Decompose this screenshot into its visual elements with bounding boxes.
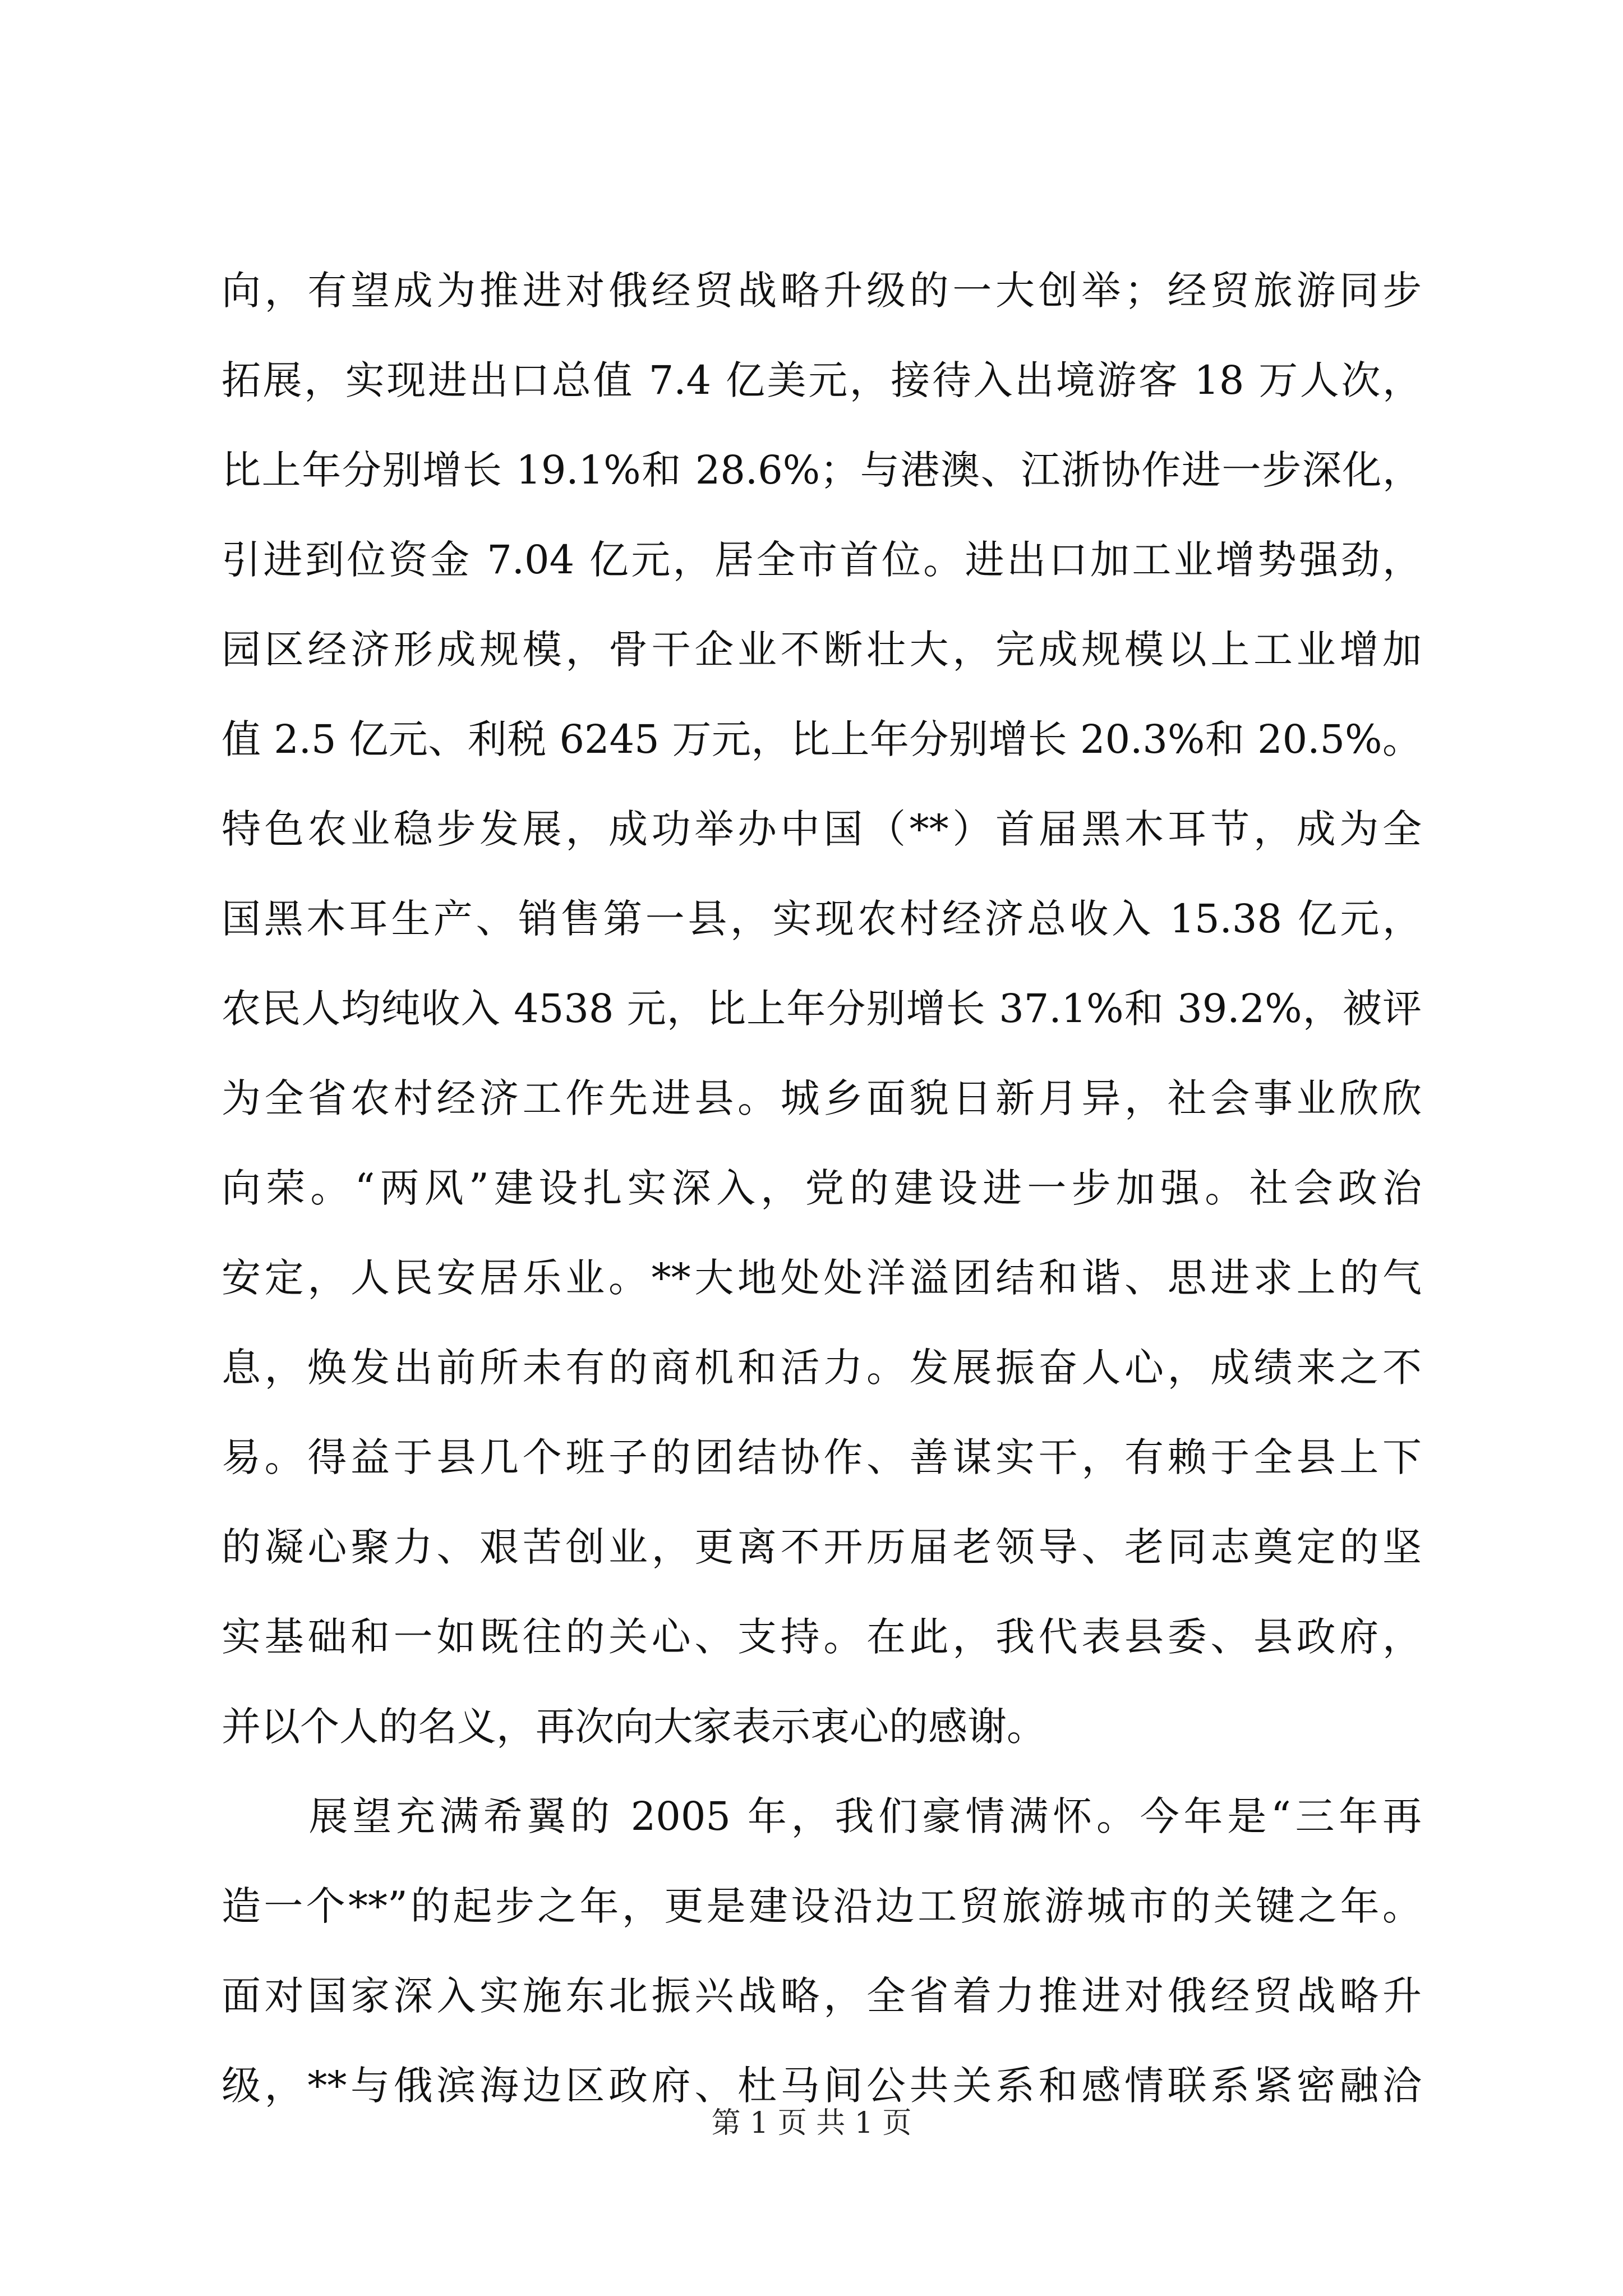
page-number-footer: 第 1 页 共 1 页: [711, 2106, 912, 2140]
text-line: 值 2.5 亿元、利税 6245 万元，比上年分别增长 20.3%和 20.5%。: [222, 716, 1422, 762]
text-line: 农民人均纯收入 4538 元，比上年分别增长 37.1%和 39.2%，被评: [222, 986, 1422, 1032]
text-line: 向荣。“两风”建设扎实深入，党的建设进一步加强。社会政治: [222, 1165, 1422, 1211]
text-line: 的凝心聚力、艰苦创业，更离不开历届老领导、老同志奠定的坚: [222, 1524, 1422, 1570]
text-line: 面对国家深入实施东北振兴战略，全省着力推进对俄经贸战略升: [222, 1973, 1422, 2019]
text-line: 安定，人民安居乐业。**大地处处洋溢团结和谐、思进求上的气: [222, 1255, 1422, 1301]
text-line: 级，**与俄滨海边区政府、杜马间公共关系和感情联系紧密融洽: [222, 2063, 1422, 2109]
text-line: 国黑木耳生产、销售第一县，实现农村经济总收入 15.38 亿元，: [222, 896, 1422, 942]
text-line: 向，有望成为推进对俄经贸战略升级的一大创举；经贸旅游同步: [222, 268, 1422, 314]
text-line: 造一个**”的起步之年，更是建设沿边工贸旅游城市的关键之年。: [222, 1883, 1422, 1929]
text-line: 园区经济形成规模，骨干企业不断壮大，完成规模以上工业增加: [222, 627, 1422, 673]
text-line: 为全省农村经济工作先进县。城乡面貌日新月异，社会事业欣欣: [222, 1075, 1422, 1121]
text-line: 拓展，实现进出口总值 7.4 亿美元，接待入出境游客 18 万人次，: [222, 357, 1422, 403]
text-line: 实基础和一如既往的关心、支持。在此，我代表县委、县政府，: [222, 1614, 1422, 1660]
text-line: 易。得益于县几个班子的团结协作、善谋实干，有赖于全县上下: [222, 1434, 1422, 1480]
text-line: 比上年分别增长 19.1%和 28.6%；与港澳、江浙协作进一步深化，: [222, 447, 1422, 493]
document-body: [222, 246, 1422, 2131]
text-line-paragraph-start: 展望充满希翼的 2005 年，我们豪情满怀。今年是“三年再: [222, 1793, 1422, 1839]
text-line: 息，焕发出前所未有的商机和活力。发展振奋人心，成绩来之不: [222, 1345, 1422, 1391]
text-line: 特色农业稳步发展，成功举办中国（**）首届黑木耳节，成为全: [222, 806, 1422, 852]
text-line: 引进到位资金 7.04 亿元，居全市首位。进出口加工业增势强劲，: [222, 537, 1422, 583]
text-line-paragraph-end: 并以个人的名义，再次向大家表示衷心的感谢。: [222, 1704, 1046, 1750]
